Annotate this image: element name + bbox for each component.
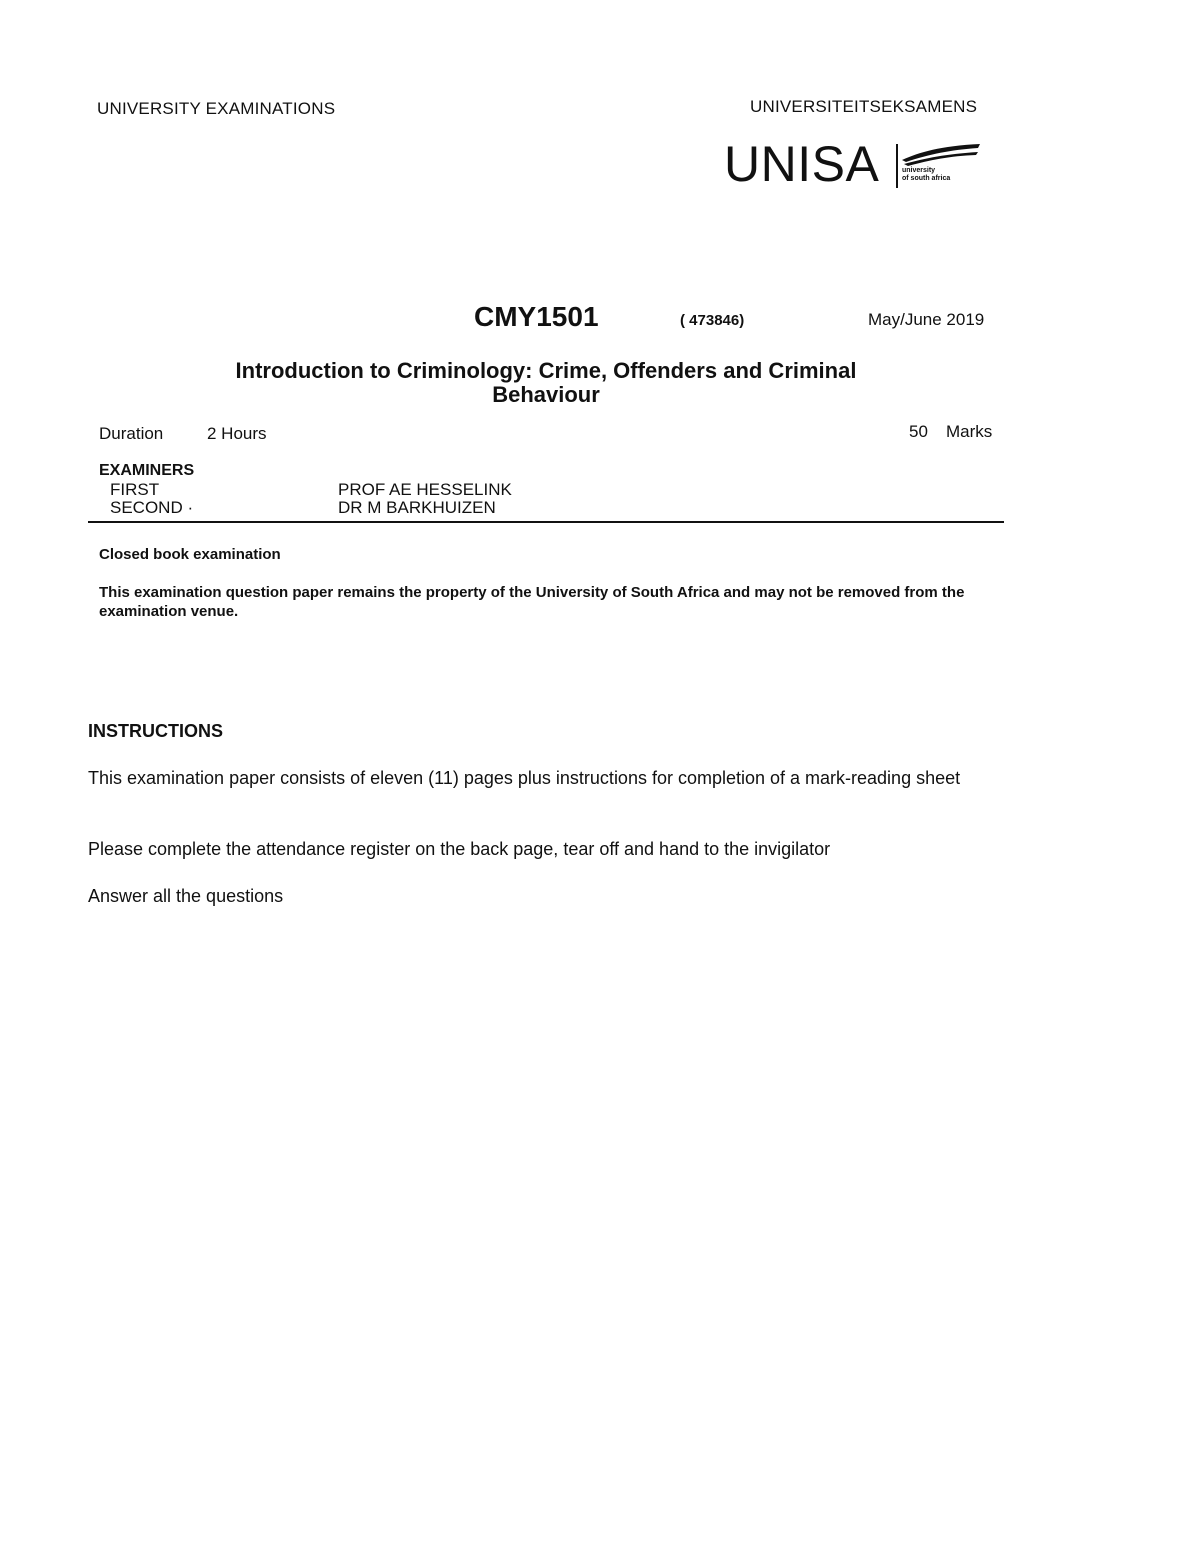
paper-number: ( 473846) (680, 312, 745, 329)
duration-label: Duration (99, 424, 164, 443)
course-code: CMY1501 (474, 301, 599, 332)
logo-tagline-line1: university (902, 167, 936, 174)
unisa-logo (724, 138, 986, 192)
duration-value: 2 Hours (207, 424, 267, 443)
header-left-text: UNIVERSITY EXAMINATIONS (97, 99, 336, 118)
examiner-role-second: SECOND · (110, 498, 194, 517)
course-title-line1: Introduction to Criminology: Crime, Offenders and Criminal (235, 358, 857, 383)
logo-emblem-icon (900, 142, 984, 166)
examiners-heading: EXAMINERS (99, 462, 195, 479)
closed-book-note: Closed book examination (99, 546, 281, 563)
logo-tagline (902, 167, 982, 183)
header-right-text: UNIVERSITEITSEKSAMENS (750, 97, 978, 116)
examiner-name-first: PROF AE HESSELINK (338, 480, 512, 499)
course-title (196, 359, 896, 407)
exam-session: May/June 2019 (868, 310, 985, 329)
logo-wordmark: UNISA (724, 136, 880, 192)
instruction-item: Answer all the questions (88, 886, 284, 906)
property-notice: This examination question paper remains the property of the University of South Africa and may not be removed from the examination venue. (99, 584, 965, 620)
header-divider (88, 521, 1004, 523)
examiner-role-first: FIRST (110, 480, 160, 499)
instructions-heading: INSTRUCTIONS (88, 721, 223, 741)
instruction-item: This examination paper consists of eleven (11) pages plus instructions for completion of a mark-reading sheet (88, 768, 961, 788)
examiner-name-second: DR M BARKHUIZEN (338, 498, 496, 517)
instruction-item: Please complete the attendance register on the back page, tear off and hand to the invigilator (88, 839, 831, 859)
logo-tagline-line2: of south africa (902, 175, 951, 182)
course-title-line2: Behaviour (492, 382, 600, 407)
logo-divider (896, 144, 898, 188)
marks-label: Marks (946, 422, 993, 441)
marks-value: 50 (909, 422, 928, 441)
